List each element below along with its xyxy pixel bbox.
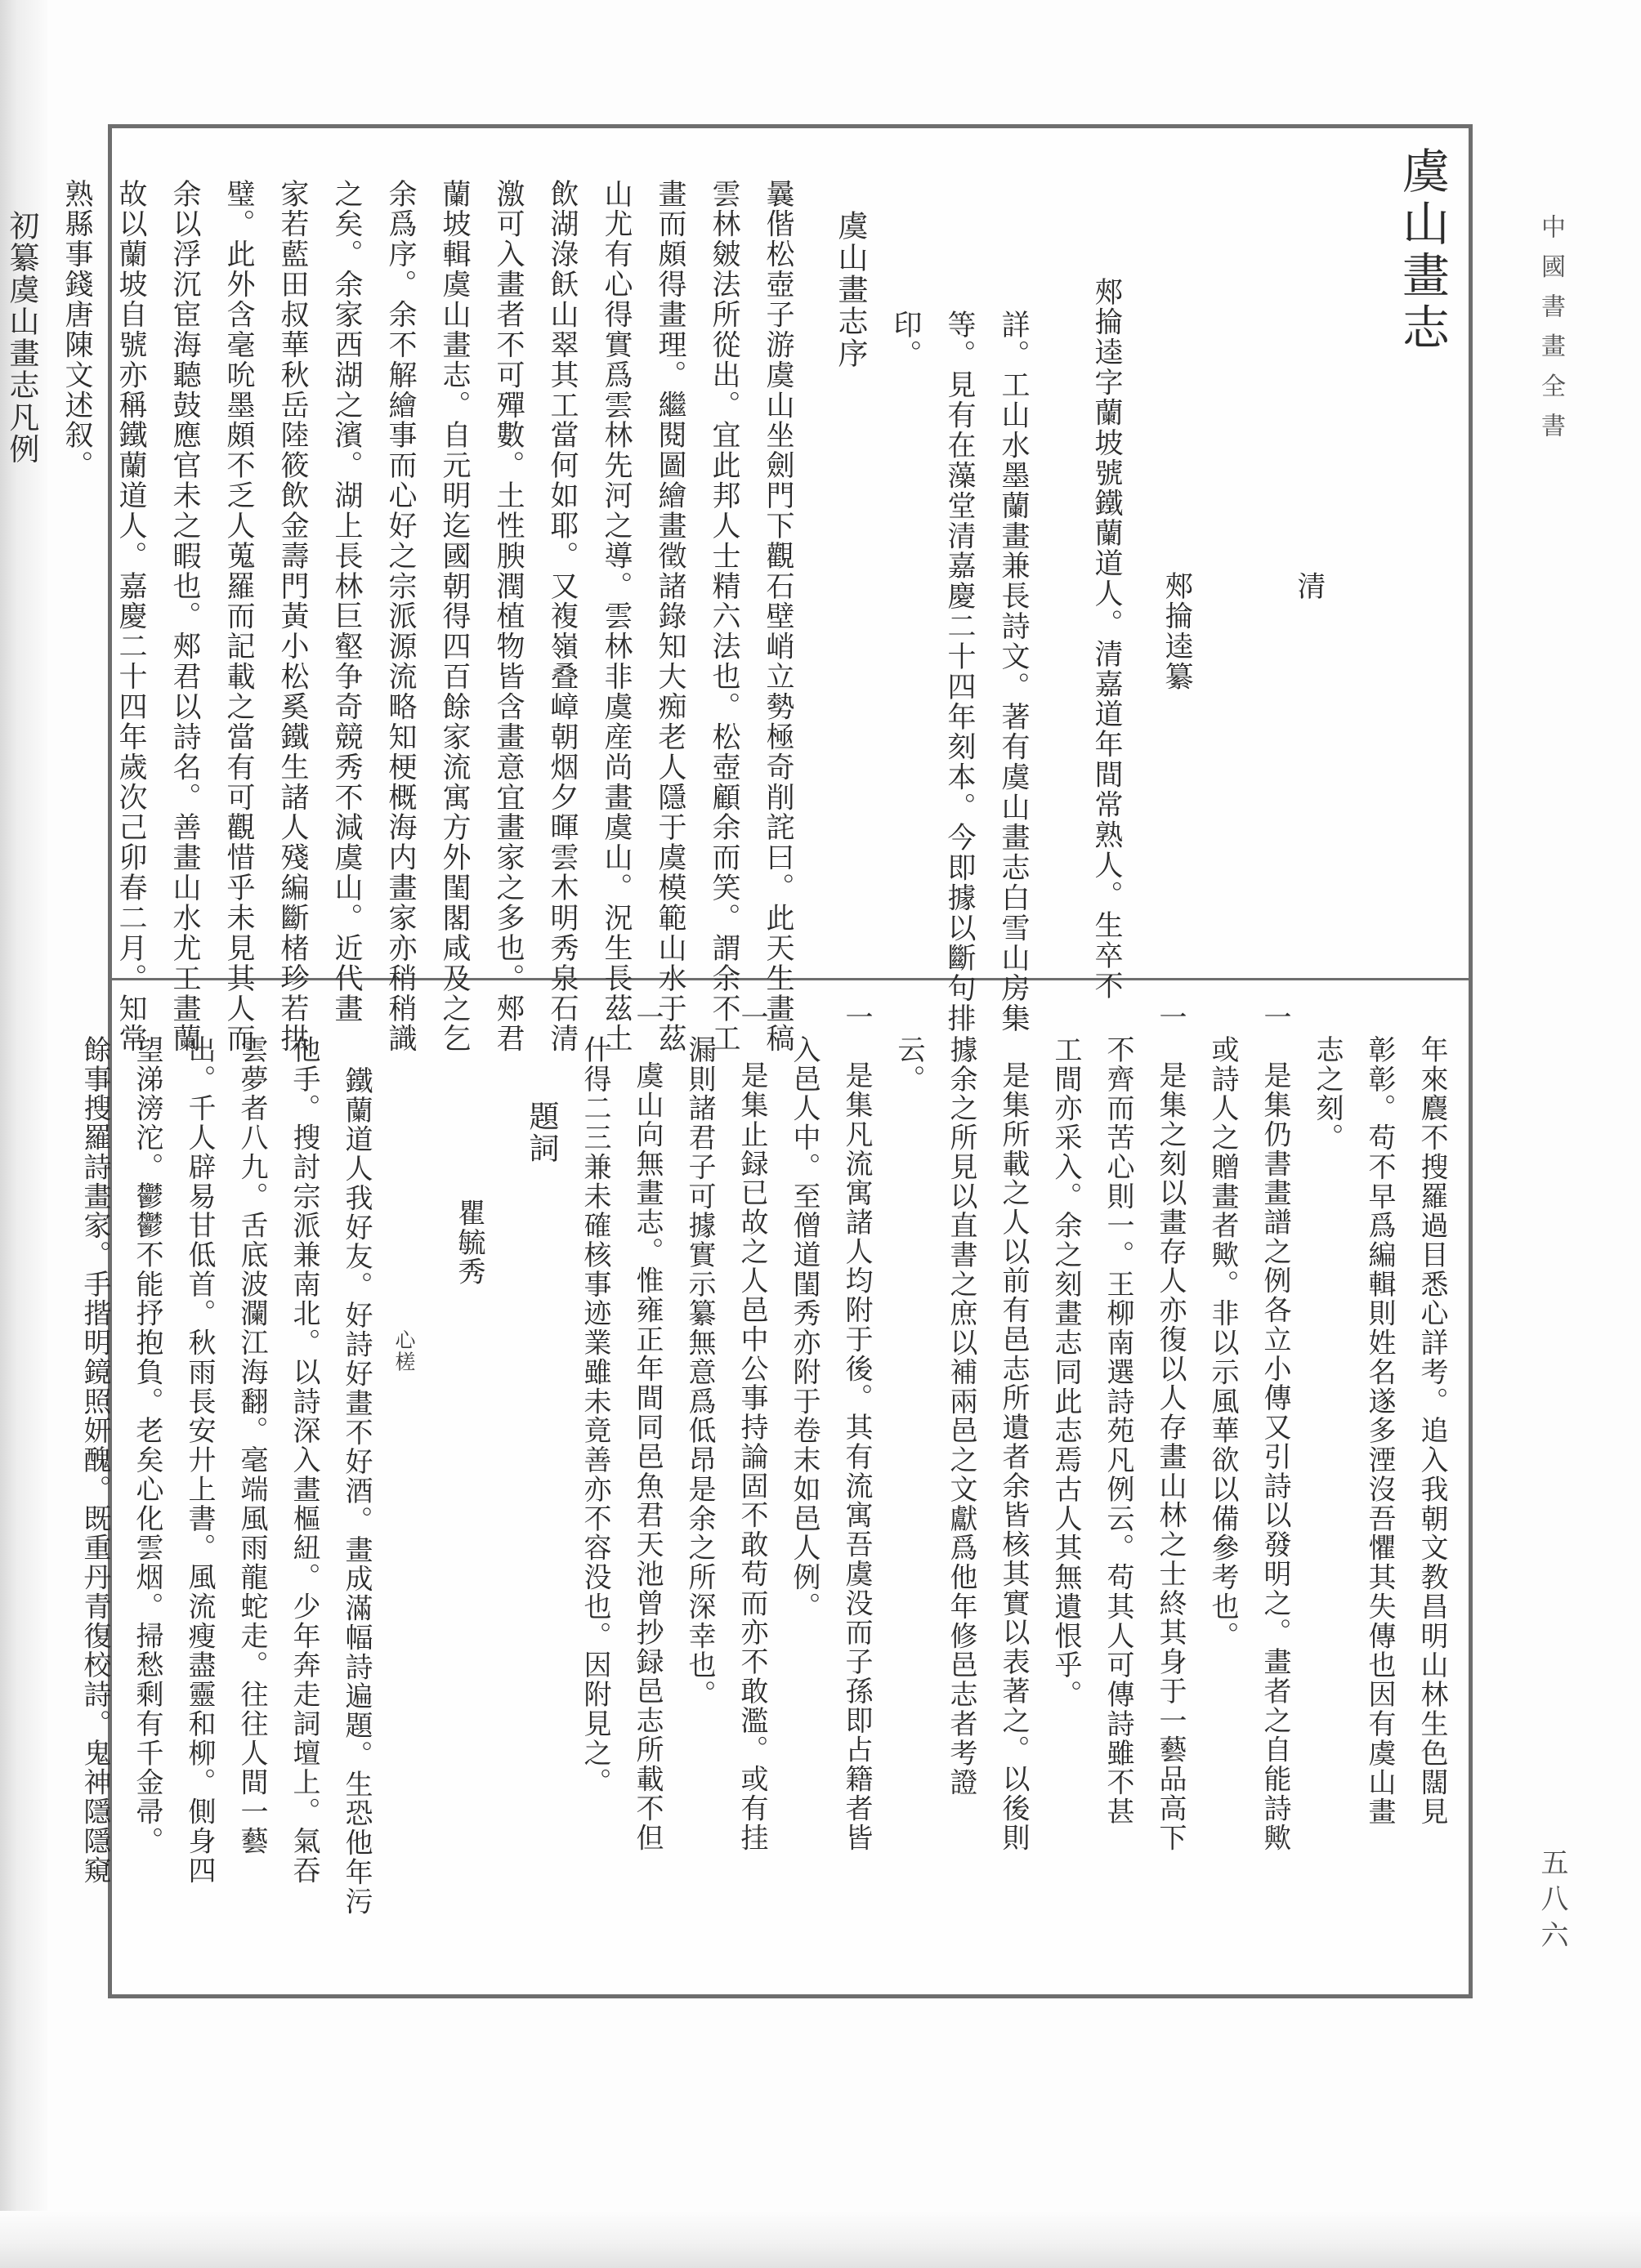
text-column: 印。 xyxy=(889,310,922,370)
text-column: 入邑人中。至僧道閨秀亦附于卷末如邑人例。 xyxy=(788,1035,820,1622)
text-column: 一 是集之刻以畫存人亦復以人存畫山林之士終其身于一藝品高下 xyxy=(1154,1002,1187,1853)
upper-text-block xyxy=(0,146,1450,1054)
dynasty-label: 清 xyxy=(1293,571,1326,601)
text-column: 激可入畫者不可殫數。土性腴潤植物皆含畫意宜畫家之多也。郟君 xyxy=(492,179,525,1054)
text-column: 什得二三兼未確核事迹業雖未竟善亦不容没也。因附見之。 xyxy=(579,1035,611,1797)
text-column: 蘭坡輯虞山畫志。自元明迄國朝得四百餘家流寓方外閨閣咸及之乞 xyxy=(438,179,471,1054)
text-column: 或詩人之贈畫者歟。非以示風華欲以備參考也。 xyxy=(1206,1035,1239,1651)
text-column: 不齊而苦心則一。王柳南選詩苑凡例云。苟其人可傳詩雖不甚 xyxy=(1102,1035,1134,1827)
text-column: 雲林皴法所從出。宜此邦人士精六法也。松壺顧余而笑。謂余不工 xyxy=(708,179,740,1054)
text-column: 據余之所見以直書之庶以補兩邑之文獻爲他年修邑志者考證 xyxy=(945,1035,977,1797)
section-heading-fanli: 初纂虞山畫志凡例 xyxy=(4,210,39,466)
text-column: 一 虞山向無畫志。惟雍正年間同邑魚君天池曾抄録邑志所載不但 xyxy=(631,1002,664,1853)
text-column: 飲湖淥飫山翠其工當何如耶。又複嶺叠嶂朝烟夕暉雲木明秀泉石清 xyxy=(546,179,579,1054)
series-title-margin: 中國書畫全書 xyxy=(1536,214,1565,453)
text-column: 工間亦采入。余之刻畫志同此志焉古人其無遺恨乎。 xyxy=(1049,1035,1082,1710)
text-column: 一 是集止録已故之人邑中公事持論固不敢苟而亦不敢濫。或有挂 xyxy=(736,1002,768,1853)
text-column: 曩偕松壺子游虞山坐劍門下觀石壁峭立勢極奇削詫曰。此天生畫稿 xyxy=(762,179,794,1054)
text-column: 余以浮沉宦海聽鼓應官未之暇也。郟君以詩名。善畫山水尤工畫蘭 xyxy=(168,179,201,1054)
text-column: 彰彰。苟不早爲編輯則姓名遂多湮沒吾懼其失傳也因有虞山畫 xyxy=(1363,1035,1396,1827)
text-column: 郟掄逵字蘭坡號鐵蘭道人。清嘉道年間常熟人。生卒不 xyxy=(1090,277,1123,1002)
text-column: 云。 xyxy=(892,1035,925,1094)
text-column: 望涕滂沱。鬱鬱不能抒抱負。老矣心化雲烟。掃愁剩有千金帚。 xyxy=(131,1035,163,1856)
text-column: 年來麎不搜羅過目悉心詳考。追入我朝文教昌明山林生色闊見 xyxy=(1415,1035,1448,1827)
section-heading-inscription: 題詞 xyxy=(524,1101,559,1165)
text-column: 畫而頗得畫理。繼閱圖繪畫徵諸錄知大痴老人隱于虞模範山水于茲 xyxy=(654,179,686,1054)
text-column: 志之刻。 xyxy=(1311,1035,1344,1153)
folio-number: 五八六 xyxy=(1536,1848,1568,1957)
section-heading-preface: 虞山畫志序 xyxy=(833,210,868,370)
text-column: 雲夢者八九。舌底波瀾江海翻。毫端風雨龍蛇走。往往人間一藝 xyxy=(235,1035,268,1856)
text-column: 漏則諸君子可據實示纂無意爲低昂是余之所深幸也。 xyxy=(683,1035,716,1710)
text-frame-border xyxy=(4,124,1473,1998)
text-column: 詳。工山水墨蘭畫兼長詩文。著有虞山畫志白雪山房集 xyxy=(997,310,1030,1034)
inscription-author-style-name: 心槎 xyxy=(392,1329,416,1373)
text-column: 故以蘭坡自號亦稱鐵蘭道人。嘉慶二十四年歲次己卯春二月。知常 xyxy=(114,179,147,1054)
text-column: 等。見有在藻堂清嘉慶二十四年刻本。今即據以斷句排 xyxy=(943,310,976,1034)
inscription-author: 瞿毓秀 xyxy=(453,1199,485,1287)
text-column: 之矣。余家西湖之濱。湖上長林巨壑争奇競秀不減虞山。近代畫 xyxy=(330,179,363,1024)
text-column: 一 是集凡流寓諸人均附于後。其有流寓吾虞没而子孫即占籍者皆 xyxy=(840,1002,873,1853)
lower-text-block xyxy=(56,1002,1446,1983)
work-title: 虞山畫志 xyxy=(1394,146,1450,355)
text-column: 一 是集所載之人以前有邑志所遺者余皆核其實以表著之。以後則 xyxy=(997,1002,1030,1853)
text-column: 山尤有心得實爲雲林先河之導。雲林非虞産尚畫虞山。況生長茲土 xyxy=(600,179,633,1054)
text-column: 他手。搜討宗派兼南北。以詩深入畫樞紐。少年奔走詞壇上。氣吞 xyxy=(288,1035,320,1886)
scan-edge-shadow-bottom xyxy=(0,2211,1641,2268)
text-column: 一 是集仍書畫譜之例各立小傳又引詩以發明之。畫者之自能詩歟 xyxy=(1259,1002,1291,1853)
text-column: 家若藍田叔華秋岳陸筱飲金壽門黃小松奚鐵生諸人殘編斷楮珍若拱 xyxy=(276,179,309,1054)
text-column: 餘事搜羅詩畫家。手揩明鏡照妍醜。既重丹青復校詩。鬼神隱隱窺 xyxy=(78,1035,111,1886)
compiler-attribution: 郟掄逵纂 xyxy=(1160,571,1193,692)
text-column: 余爲序。余不解繪事而心好之宗派源流略知梗概海内畫家亦稍稍識 xyxy=(384,179,417,1054)
text-column: 熟縣事錢唐陳文述叙。 xyxy=(60,179,93,481)
text-column: 璧。此外含毫吮墨頗不乏人蒐羅而記載之當有可觀惜乎未見其人而 xyxy=(222,179,255,1054)
text-column: 鐵蘭道人我好友。好詩好畫不好酒。畫成滿幅詩遍題。生恐他年污 xyxy=(340,1066,373,1917)
text-column: 出。千人辟易甘低首。秋雨長安廾上書。風流瘦盡靈和柳。側身四 xyxy=(183,1035,216,1886)
